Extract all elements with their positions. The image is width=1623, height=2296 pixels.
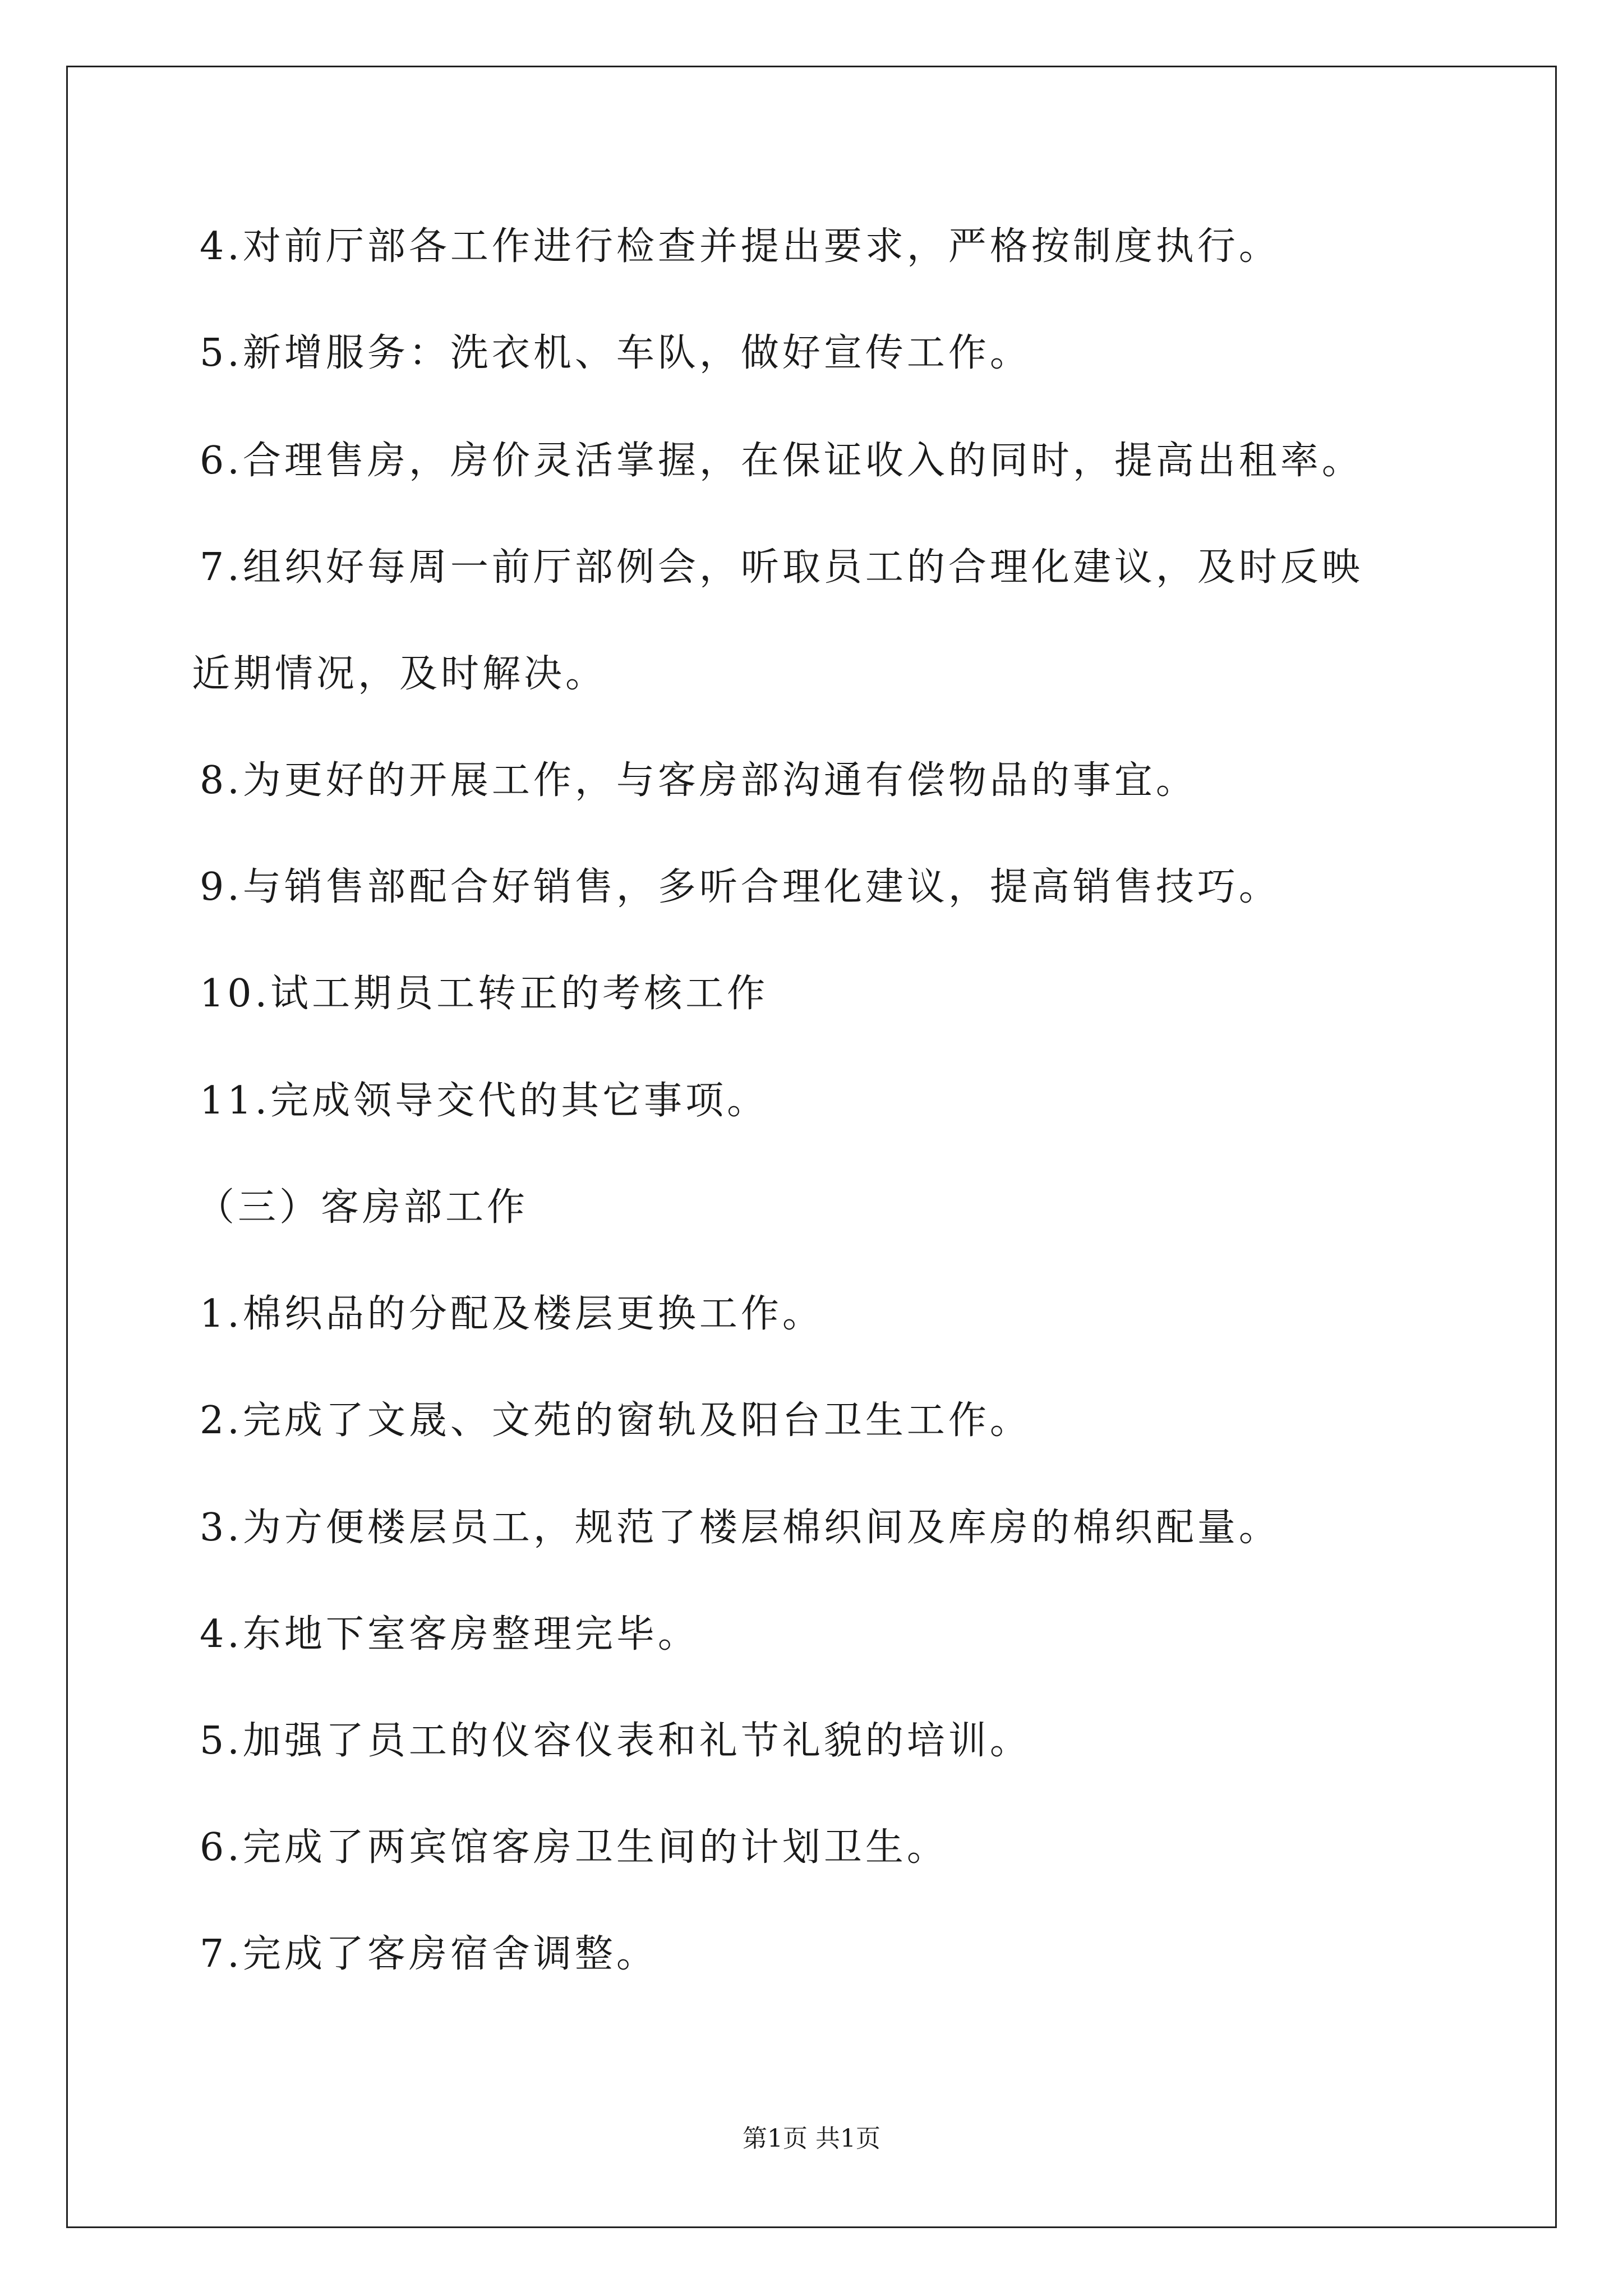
paragraph-line: 10.试工期员工转正的考核工作 xyxy=(200,972,769,1016)
section-heading: （三）客房部工作 xyxy=(196,1185,529,1230)
paragraph-line: 9.与销售部配合好销售，多听合理化建议，提高销售技巧。 xyxy=(200,865,1280,909)
paragraph-line: 3.为方便楼层员工，规范了楼层棉织间及库房的棉织配量。 xyxy=(200,1506,1280,1550)
paragraph-line: 5.加强了员工的仪容仪表和礼节礼貌的培训。 xyxy=(200,1719,1031,1763)
paragraph-line-continuation: 近期情况，及时解决。 xyxy=(192,652,607,696)
page-border xyxy=(66,66,1557,2228)
paragraph-line: 5.新增服务：洗衣机、车队，做好宣传工作。 xyxy=(200,331,1031,375)
paragraph-line: 8.为更好的开展工作，与客房部沟通有偿物品的事宜。 xyxy=(200,758,1197,803)
paragraph-line: 2.完成了文晟、文苑的窗轨及阳台卫生工作。 xyxy=(200,1398,1031,1443)
paragraph-line: 4.东地下室客房整理完毕。 xyxy=(200,1612,699,1657)
paragraph-line: 1.棉织品的分配及楼层更换工作。 xyxy=(200,1292,824,1336)
paragraph-line: 6.完成了两宾馆客房卫生间的计划卫生。 xyxy=(200,1825,948,1870)
paragraph-line: 11.完成领导交代的其它事项。 xyxy=(200,1079,769,1123)
paragraph-line: 4.对前厅部各工作进行检查并提出要求，严格按制度执行。 xyxy=(200,224,1280,269)
paragraph-line: 6.合理售房，房价灵活掌握，在保证收入的同时，提高出租率。 xyxy=(200,439,1363,483)
paragraph-line: 7.完成了客房宿舍调整。 xyxy=(200,1932,658,1976)
page-footer: 第1页 共1页 xyxy=(743,2124,880,2153)
paragraph-line: 7.组织好每周一前厅部例会，听取员工的合理化建议，及时反映 xyxy=(200,545,1363,590)
